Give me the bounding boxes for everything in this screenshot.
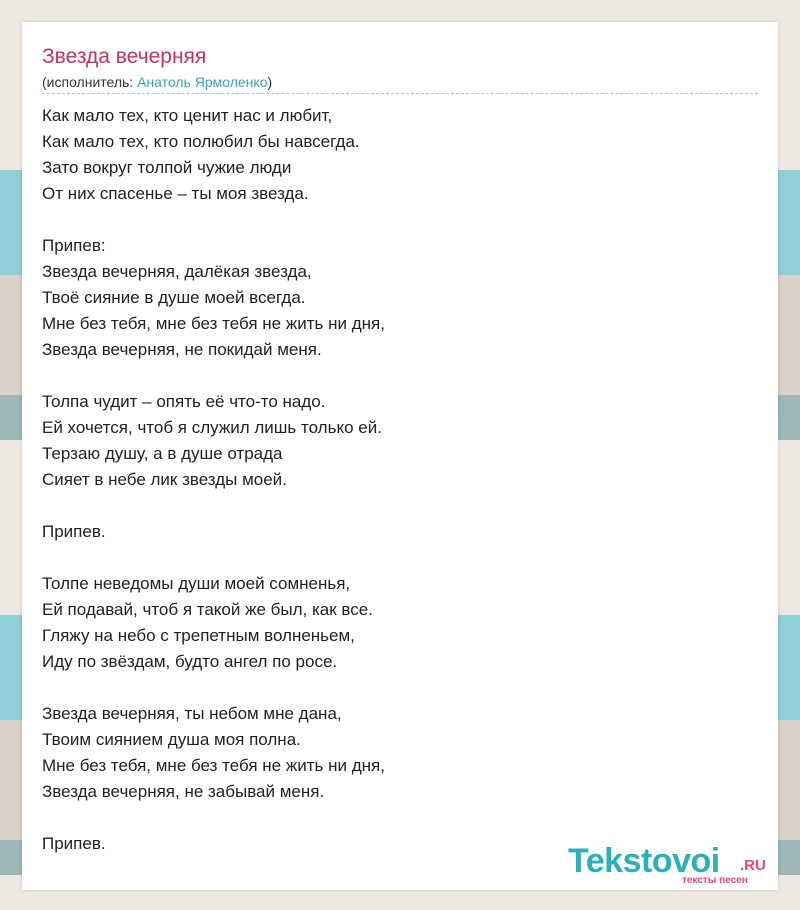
lyrics-line: Звезда вечерняя, ты небом мне дана, [42,704,342,723]
lyrics-line: Гляжу на небо с трепетным волненьем, [42,626,355,645]
lyrics-line: Ей хочется, чтоб я служил лишь только ей. [42,418,382,437]
lyrics-line: Припев. [42,834,106,853]
lyrics-stanza [42,519,758,545]
lyrics-line: Звезда вечерняя, не забывай меня. [42,782,325,801]
lyrics-stanza [42,701,758,805]
artist-line [42,73,272,91]
lyrics-stanza [42,389,758,493]
lyrics-line: Звезда вечерняя, далёкая звезда, [42,262,312,281]
lyrics-line: Как мало тех, кто полюбил бы навсегда. [42,132,360,151]
song-title: Звезда вечерняя [42,45,207,68]
lyrics-line: Звезда вечерняя, не покидай меня. [42,340,322,359]
lyrics-line: От них спасенье – ты моя звезда. [42,184,309,203]
logo-tagline: тексты песен [682,875,748,886]
lyrics-line: Толпа чудит – опять её что-то надо. [42,392,326,411]
lyrics-stanza [42,571,758,675]
site-logo[interactable] [568,842,778,888]
lyrics-line: Как мало тех, кто ценит нас и любит, [42,106,333,125]
lyrics-line: Припев. [42,522,106,541]
lyrics-line: Иду по звёздам, будто ангел по росе. [42,652,338,671]
logo-wordmark: Tekstovoi [568,842,720,880]
lyrics-line: Припев: [42,236,106,255]
lyrics-line: Твоим сиянием душа моя полна. [42,730,301,749]
lyrics-line: Терзаю душу, а в душе отрада [42,444,283,463]
logo-domain-suffix: .RU [740,857,766,874]
artist-prefix: (исполнитель: [42,74,138,90]
artist-suffix: ) [267,74,273,90]
lyrics-line: Мне без тебя, мне без тебя не жить ни дня, [42,314,385,333]
artist-link[interactable]: Анатоль Ярмоленко [137,74,268,90]
lyrics-card [22,22,778,890]
lyrics-stanza [42,233,758,363]
lyrics-line: Толпе неведомы души моей сомненья, [42,574,351,593]
lyrics-body [42,103,758,883]
lyrics-line: Сияет в небе лик звезды моей. [42,470,287,489]
lyrics-stanza [42,103,758,207]
lyrics-line: Твоё сияние в душе моей всегда. [42,288,306,307]
lyrics-line: Мне без тебя, мне без тебя не жить ни дня, [42,756,385,775]
lyrics-line: Ей подавай, чтоб я такой же был, как все. [42,600,373,619]
title-divider [42,93,758,94]
lyrics-line: Зато вокруг толпой чужие люди [42,158,292,177]
